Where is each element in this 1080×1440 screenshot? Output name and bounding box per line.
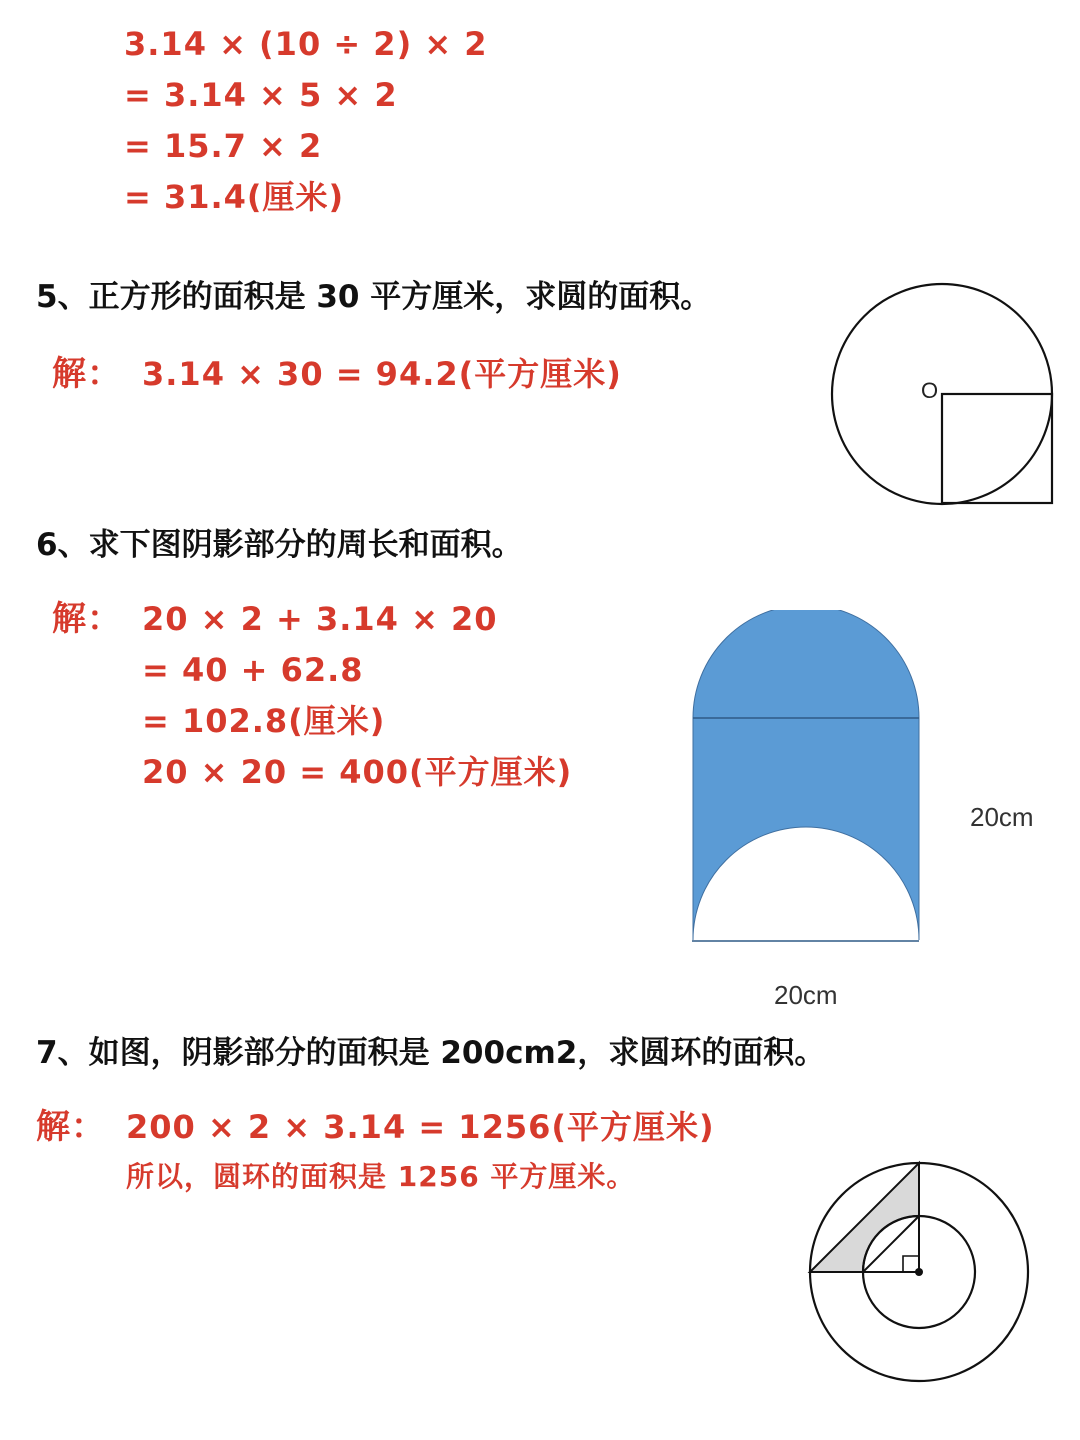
question-6-solution-line-3: = 102.8(厘米) [142,702,386,740]
carry-over-line-4: = 31.4(厘米) [124,178,345,216]
question-5-circle-square-figure [826,278,1066,518]
question-6-arch-figure [686,610,926,950]
q6-shaded-region [693,610,919,940]
question-5-solution-line-1: 3.14 × 30 = 94.2(平方厘米) [142,355,622,393]
question-7-solution-prefix: 解： [36,1107,106,1147]
question-7-ring-figure [800,1155,1040,1395]
q7-center-dot [915,1268,923,1276]
question-6-solution-line-4: 20 × 20 = 400(平方厘米) [142,753,573,791]
carry-over-line-1: 3.14 × (10 ÷ 2) × 2 [124,25,488,63]
question-6-solution-line-1: 20 × 2 + 3.14 × 20 [142,600,498,638]
question-6-text: 6、求下图阴影部分的周长和面积。 [36,527,523,563]
q5-square [942,394,1052,503]
question-6-solution-line-2: = 40 + 62.8 [142,651,364,689]
question-7-solution-line-2: 所以，圆环的面积是 1256 平方厘米。 [126,1160,636,1193]
question-6-side-label: 20cm [970,802,1034,832]
q5-center-label: O [921,378,939,403]
question-6-bottom-label: 20cm [774,980,838,1010]
question-5-text: 5、正方形的面积是 30 平方厘米，求圆的面积。 [36,279,712,315]
question-7-text: 7、如图，阴影部分的面积是 200cm2，求圆环的面积。 [36,1035,826,1071]
carry-over-line-3: = 15.7 × 2 [124,127,323,165]
question-5-solution-prefix: 解： [52,354,122,394]
question-7-solution-line-1: 200 × 2 × 3.14 = 1256(平方厘米) [126,1108,715,1146]
carry-over-line-2: = 3.14 × 5 × 2 [124,76,398,114]
question-6-solution-prefix: 解： [52,599,122,639]
